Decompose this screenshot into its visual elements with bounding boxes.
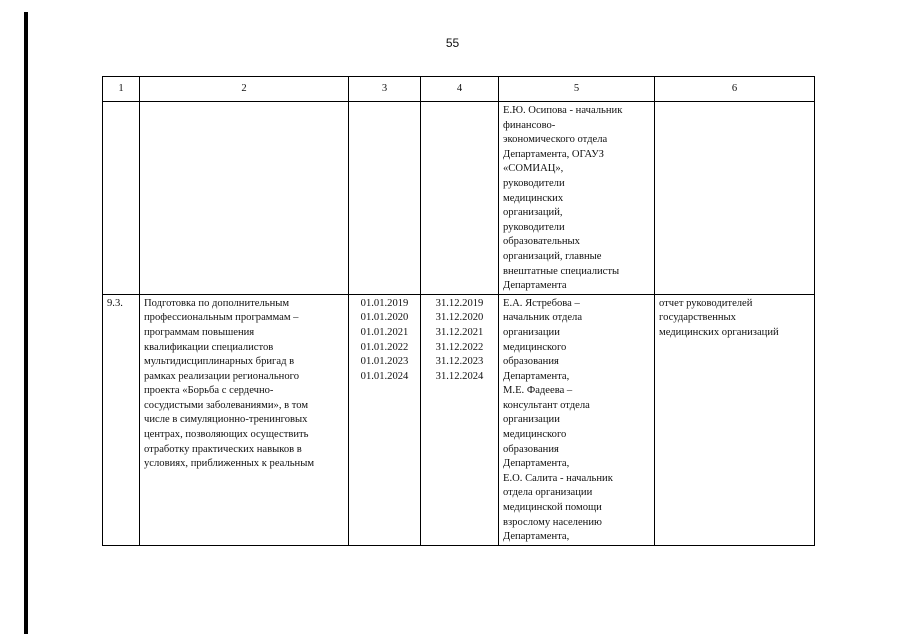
header-cell-2: 2 bbox=[140, 77, 349, 102]
text-line: М.Е. Фадеева – bbox=[503, 385, 573, 397]
start-dates-list bbox=[353, 297, 416, 385]
responsible-text bbox=[503, 104, 650, 294]
header-cell-1: 1 bbox=[103, 77, 140, 102]
text-line: образования bbox=[503, 356, 559, 368]
end-dates-list bbox=[425, 297, 494, 385]
table-row-9-3 bbox=[103, 294, 815, 545]
end-date: 31.12.2020 bbox=[435, 312, 484, 324]
start-date: 01.01.2020 bbox=[360, 312, 409, 324]
text-line: сосудистыми заболеваниями», в том bbox=[144, 399, 309, 411]
cell-end-empty bbox=[421, 102, 499, 295]
text-line: условиях, приближенных к реальным bbox=[144, 458, 315, 470]
text-line: консультант отдела bbox=[503, 399, 590, 411]
cell-end-dates bbox=[421, 294, 499, 545]
cell-row-number: 9.3. bbox=[103, 294, 140, 545]
cell-responsible-continued bbox=[499, 102, 655, 295]
end-date: 31.12.2023 bbox=[435, 356, 484, 368]
header-cell-3: 3 bbox=[349, 77, 421, 102]
text-line: организации bbox=[503, 326, 560, 338]
header-cell-4: 4 bbox=[421, 77, 499, 102]
cell-description-empty bbox=[140, 102, 349, 295]
text-line: Подготовка по дополнительным bbox=[144, 297, 290, 309]
text-line: отчет руководителей bbox=[659, 297, 753, 309]
text-line: Департамента, bbox=[503, 458, 570, 470]
text-line: государственных bbox=[659, 312, 736, 324]
result-text bbox=[659, 297, 810, 341]
text-line: медицинских bbox=[503, 192, 564, 204]
description-text bbox=[144, 297, 344, 472]
table-row-continuation bbox=[103, 102, 815, 295]
text-line: начальник отдела bbox=[503, 312, 583, 324]
text-line: руководители bbox=[503, 221, 565, 233]
text-line: Департамента, bbox=[503, 370, 570, 382]
cell-start-empty bbox=[349, 102, 421, 295]
text-line: программам повышения bbox=[144, 326, 255, 338]
header-cell-6: 6 bbox=[655, 77, 815, 102]
text-line: экономического отдела bbox=[503, 134, 608, 146]
text-line: Департамента bbox=[503, 280, 567, 292]
start-date: 01.01.2023 bbox=[360, 356, 409, 368]
text-line: медицинского bbox=[503, 341, 567, 353]
text-line: квалификации специалистов bbox=[144, 341, 274, 353]
start-date: 01.01.2019 bbox=[360, 297, 409, 309]
cell-num-empty bbox=[103, 102, 140, 295]
text-line: рамках реализации регионального bbox=[144, 370, 299, 382]
text-line: профессиональным программам – bbox=[144, 312, 299, 324]
cell-responsible bbox=[499, 294, 655, 545]
plan-table bbox=[102, 76, 815, 546]
text-line: организаций, bbox=[503, 207, 563, 219]
text-line: Департамента, bbox=[503, 531, 570, 543]
text-line: медицинской помощи bbox=[503, 502, 602, 514]
text-line: Департамента, ОГАУЗ bbox=[503, 148, 604, 160]
text-line: отработку практических навыков в bbox=[144, 443, 302, 455]
cell-result-empty bbox=[655, 102, 815, 295]
end-date: 31.12.2019 bbox=[435, 297, 484, 309]
text-line: Е.А. Ястребова – bbox=[503, 297, 580, 309]
end-date: 31.12.2024 bbox=[435, 370, 484, 382]
text-line: образования bbox=[503, 443, 559, 455]
start-date: 01.01.2022 bbox=[360, 341, 409, 353]
text-line: «СОМИАЦ», bbox=[503, 163, 564, 175]
cell-start-dates bbox=[349, 294, 421, 545]
end-date: 31.12.2022 bbox=[435, 341, 484, 353]
binding-edge-bar bbox=[24, 12, 28, 634]
cell-result bbox=[655, 294, 815, 545]
start-date: 01.01.2024 bbox=[360, 370, 409, 382]
text-line: образовательных bbox=[503, 236, 580, 248]
text-line: финансово- bbox=[503, 119, 556, 131]
text-line: Е.Ю. Осипова - начальник bbox=[503, 105, 623, 116]
text-line: центрах, позволяющих осуществить bbox=[144, 429, 309, 441]
text-line: медицинского bbox=[503, 429, 567, 441]
end-date: 31.12.2021 bbox=[435, 326, 484, 338]
text-line: руководители bbox=[503, 177, 565, 189]
page-number: 55 bbox=[445, 36, 460, 50]
text-line: отдела организации bbox=[503, 487, 593, 499]
text-line: проекта «Борьба с сердечно- bbox=[144, 385, 274, 397]
text-line: мультидисциплинарных бригад в bbox=[144, 356, 295, 368]
text-line: взрослому населению bbox=[503, 516, 602, 528]
table-header-row bbox=[103, 77, 815, 102]
responsible-text bbox=[503, 297, 650, 545]
cell-description bbox=[140, 294, 349, 545]
text-line: внештатные специалисты bbox=[503, 265, 620, 277]
text-line: организации bbox=[503, 414, 560, 426]
text-line: организаций, главные bbox=[503, 250, 602, 262]
header-cell-5: 5 bbox=[499, 77, 655, 102]
start-date: 01.01.2021 bbox=[360, 326, 409, 338]
text-line: числе в симуляционно-тренинговых bbox=[144, 414, 308, 426]
text-line: Е.О. Салита - начальник bbox=[503, 472, 613, 484]
text-line: медицинских организаций bbox=[659, 326, 779, 338]
